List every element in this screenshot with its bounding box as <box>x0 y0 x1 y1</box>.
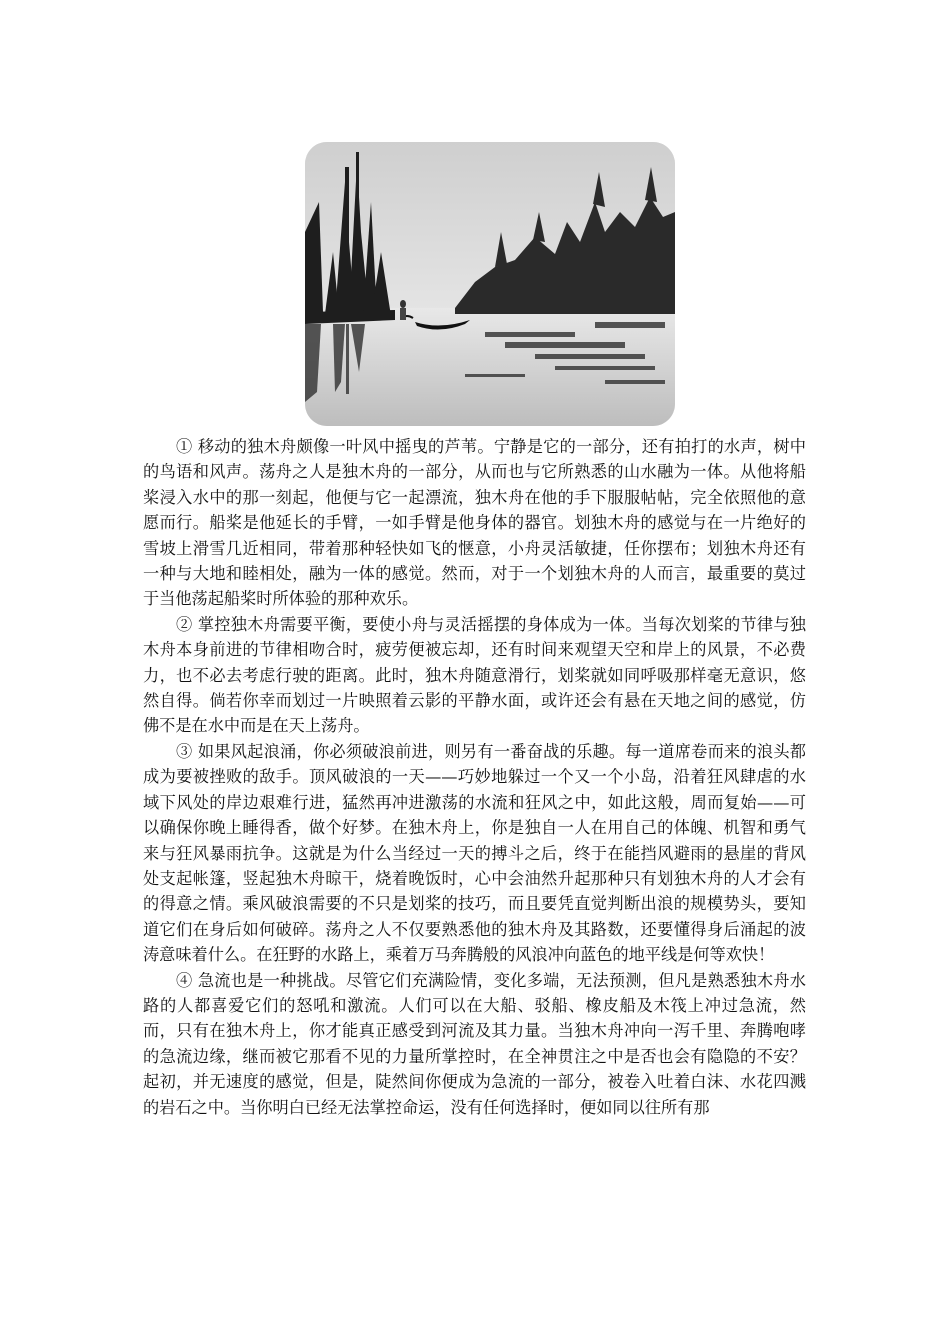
landscape-drawing <box>305 142 675 426</box>
paragraph-3: ③ 如果风起浪涌，你必须破浪前进，则另有一番奋战的乐趣。每一道席卷而来的浪头都成为要被挫败的敌手。顶风破浪的一天——巧妙地躲过一个又一个小岛，沿着狂风肆虐的水域下风处的岸边艰难行进，猛然再冲进激荡的水流和狂风之中，如此这般，周而复始——可以确保你晚上睡得香，做个好梦。在独木舟上，你是独自一人在用自己的体魄、机智和勇气来与狂风暴雨抗争。这就是为什么当经过一天的搏斗之后，终于在能挡风避雨的悬崖的背风处支起帐篷，竖起独木舟晾干，烧着晚饭时，心中会油然升起那种只有划独木舟的人才会有的得意之情。乘风破浪需要的不只是划桨的技巧，而且要凭直觉判断出浪的规模势头，要知道它们在身后如何破碎。荡舟之人不仅要熟悉他的独木舟及其路数，还要懂得身后涌起的波涛意味着什么。在狂野的水路上，乘着万马奔腾般的风浪冲向蓝色的地平线是何等欢快！ <box>143 741 806 965</box>
paragraph-2: ② 掌控独木舟需要平衡，要使小舟与灵活摇摆的身体成为一体。当每次划桨的节律与独木舟本身前进的节律相吻合时，疲劳便被忘却，还有时间来观望天空和岸上的风景，不必费力，也不必去考虑行驶的距离。此时，独木舟随意滑行，划桨就如同呼吸那样毫无意识，悠然自得。倘若你幸而划过一片映照着云影的平静水面，或许还会有悬在天地之间的感觉，仿佛不是在水中而是在天上荡舟。 <box>143 614 806 736</box>
canoe-lake-landscape-illustration <box>305 142 675 426</box>
paragraph-4: ④ 急流也是一种挑战。尽管它们充满险情，变化多端，无法预测，但凡是熟悉独木舟水路的人都喜爱它们的怒吼和激流。人们可以在大船、驳船、橡皮船及木筏上冲过急流，然而，只有在独木舟上，你才能真正感受到河流及其力量。当独木舟冲向一泻千里、奔腾咆哮的急流边缘，继而被它那看不见的力量所掌控时，在全神贯注之中是否也会有隐隐的不安？起初，并无速度的感觉，但是，陡然间你便成为急流的一部分，被卷入吐着白沫、水花四溅的岩石之中。当你明白已经无法掌控命运，没有任何选择时，便如同以往所有那 <box>143 970 806 1117</box>
paragraph-1: ① 移动的独木舟颇像一叶风中摇曳的芦苇。宁静是它的一部分，还有拍打的水声，树中的鸟语和风声。荡舟之人是独木舟的一部分，从而也与它所熟悉的山水融为一体。从他将船桨浸入水中的那一刻起，他便与它一起漂流，独木舟在他的手下服服帖帖，完全依照他的意愿而行。船桨是他延长的手臂，一如手臂是他身体的器官。划独木舟的感觉与在一片绝好的雪坡上滑雪几近相同，带着那种轻快如飞的惬意，小舟灵活敏捷，任你摆布；划独木舟还有一种与大地和睦相处，融为一体的感觉。然而，对于一个划独木舟的人而言，最重要的莫过于当他荡起船桨时所体验的那种欢乐。 <box>143 437 806 609</box>
article-body <box>143 434 806 1120</box>
